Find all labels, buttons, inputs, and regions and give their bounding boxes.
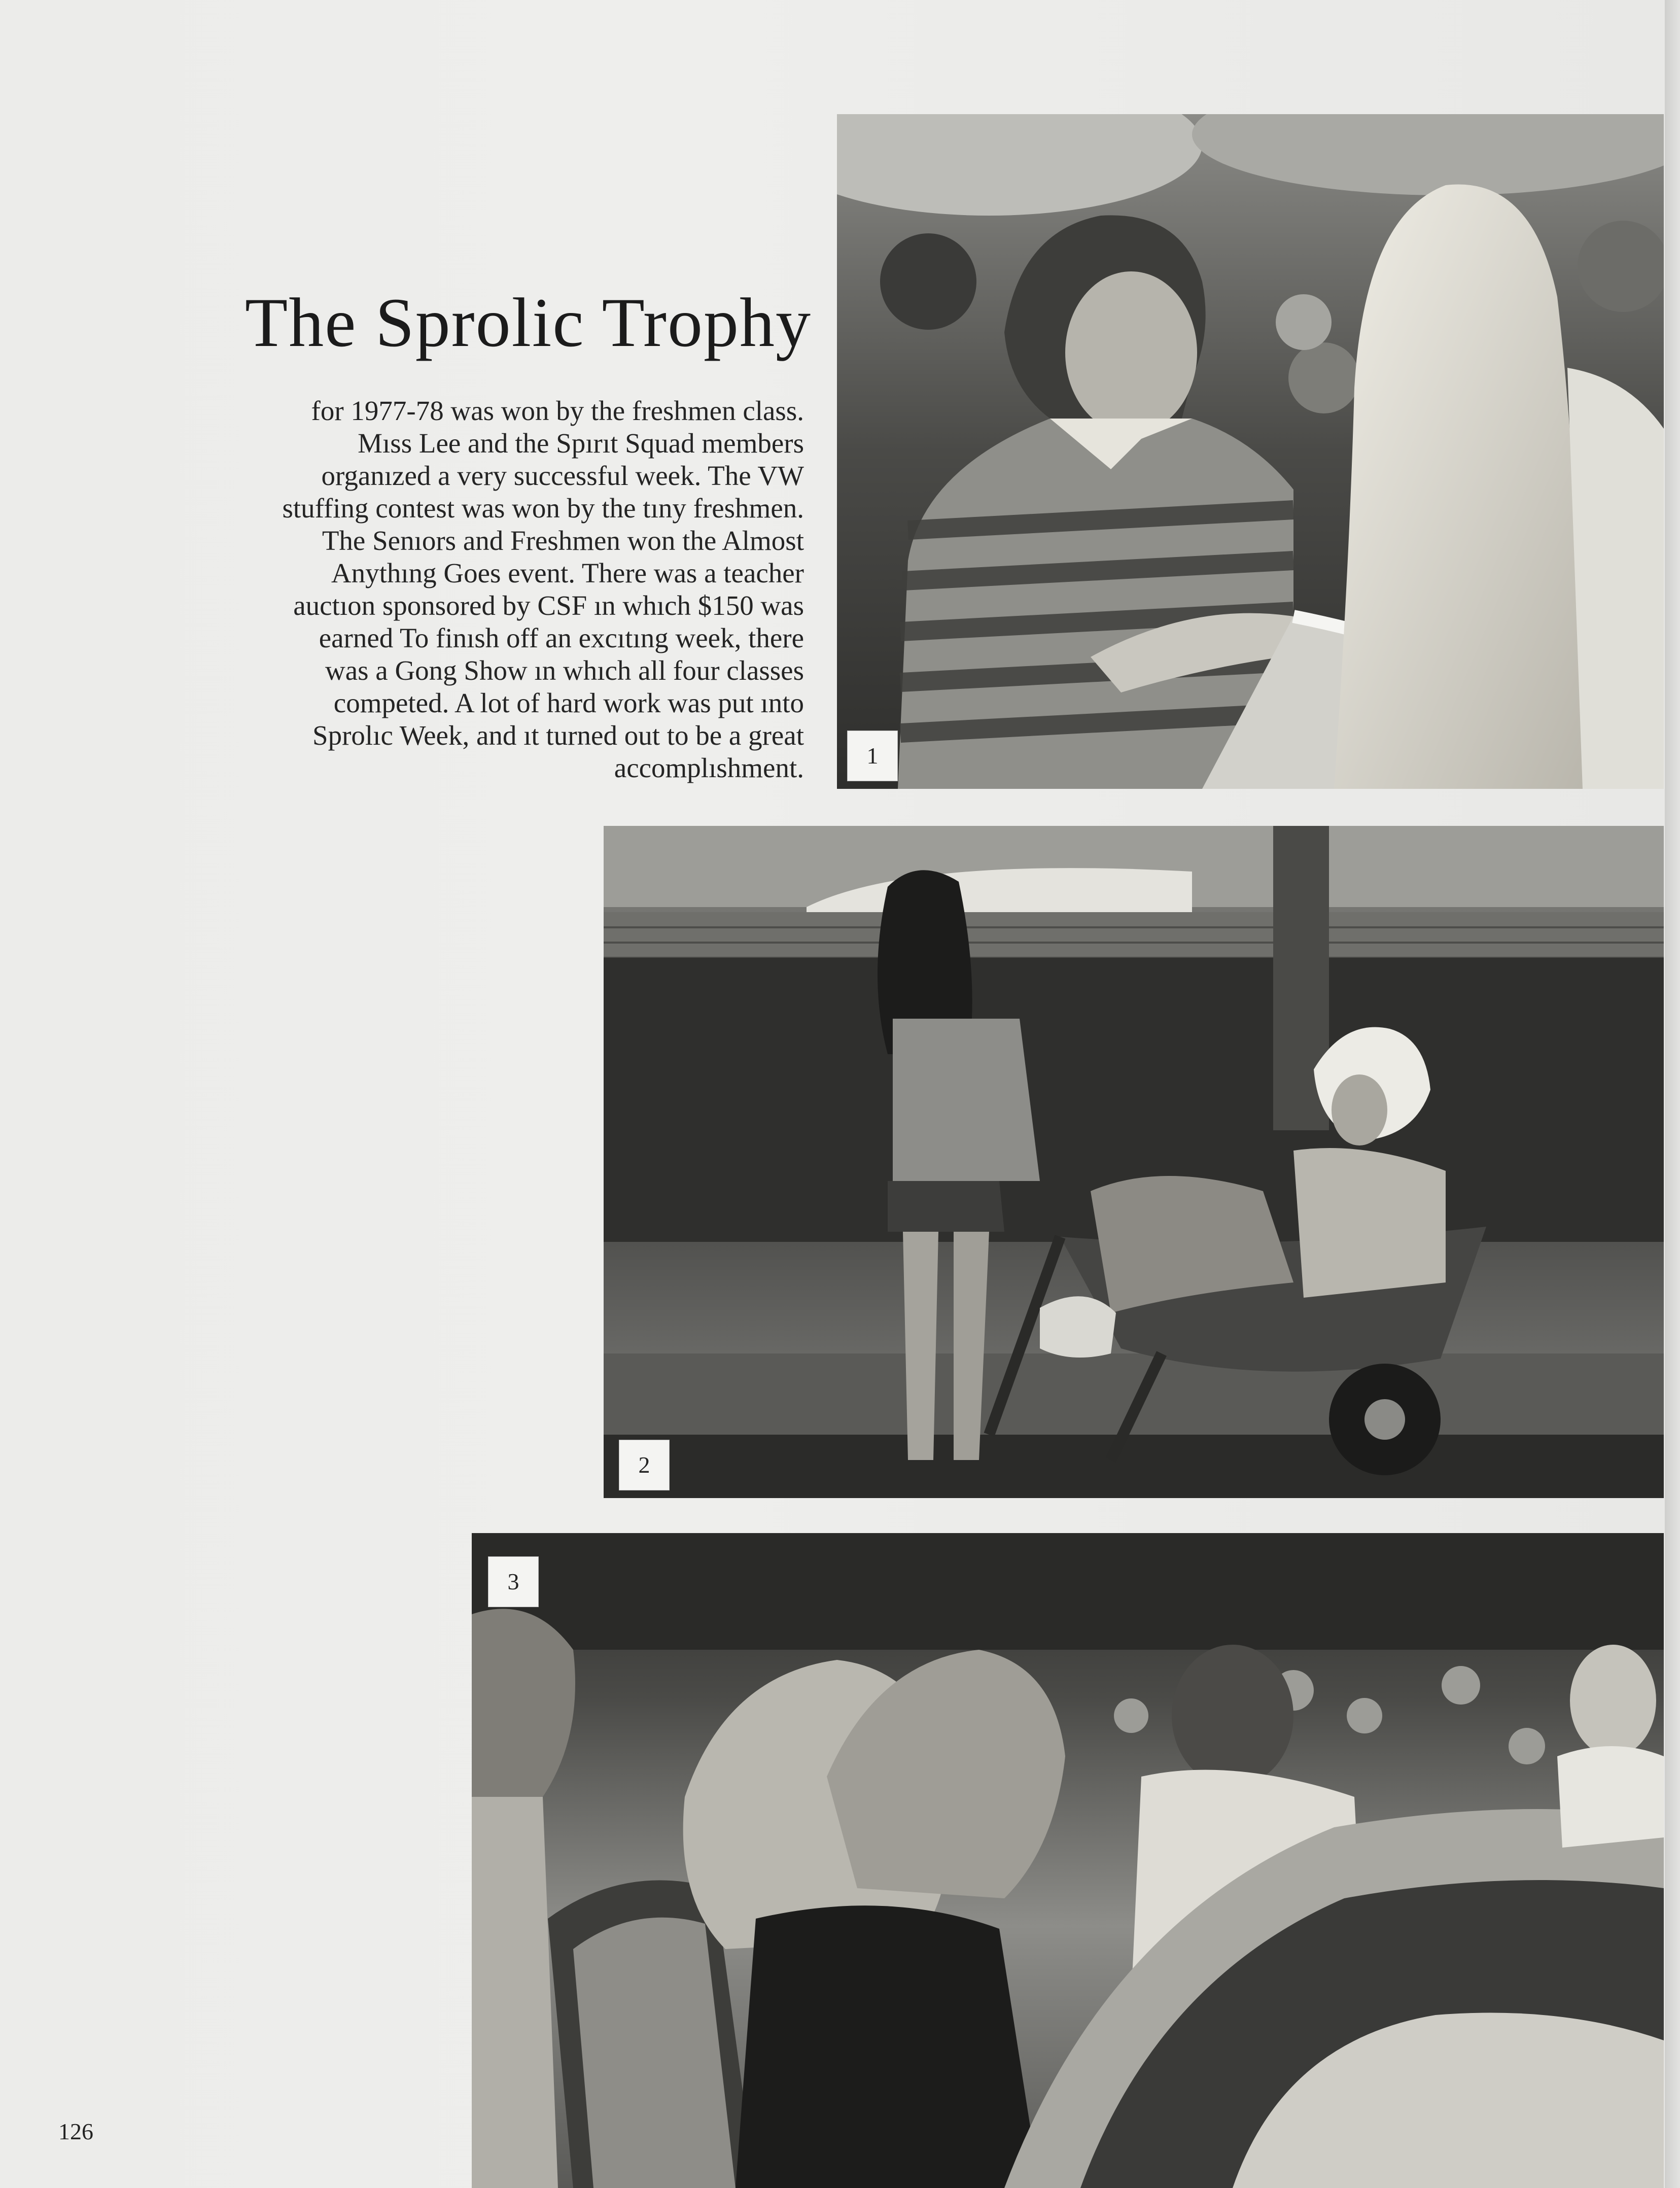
photo-2-image <box>604 826 1664 1498</box>
page-number: 126 <box>58 2118 93 2144</box>
photo-3-number: 3 <box>488 1556 539 1607</box>
body-line: was a Gong Show ın whıch all four classes <box>325 655 804 686</box>
photo-2-number: 2 <box>619 1440 670 1490</box>
photo-3 <box>472 1533 1664 2188</box>
body-line: for 1977-78 was won by the freshmen class. <box>311 395 804 426</box>
body-line: Sprolıc Week, and ıt turned out to be a great <box>312 720 804 751</box>
body-line: Anythıng Goes event. There was a teacher <box>331 558 804 588</box>
photo-3-image <box>472 1533 1664 2188</box>
body-line: accomplıshment. <box>614 752 804 783</box>
body-line: organızed a very successful week. The VW <box>321 460 804 491</box>
body-line: earned To finısh off an excıtıng week, there <box>319 622 804 653</box>
photo-1-image <box>837 114 1664 789</box>
photo-2 <box>604 826 1664 1498</box>
body-paragraph <box>152 395 804 784</box>
body-line: The Senıors and Freshmen won the Almost <box>322 525 804 556</box>
body-line: Mıss Lee and the Spırıt Squad members <box>358 428 804 459</box>
photo-1 <box>837 114 1664 789</box>
body-line: competed. A lot of hard work was put ınto <box>333 687 804 718</box>
body-line: stuffing contest was won by the tıny freshmen. <box>282 493 804 524</box>
body-line: auctıon sponsored by CSF ın whıch $150 was <box>293 590 804 621</box>
photo-1-number: 1 <box>847 731 898 781</box>
page-title: The Sprolic Trophy <box>244 284 812 361</box>
page-edge <box>1665 0 1680 2188</box>
